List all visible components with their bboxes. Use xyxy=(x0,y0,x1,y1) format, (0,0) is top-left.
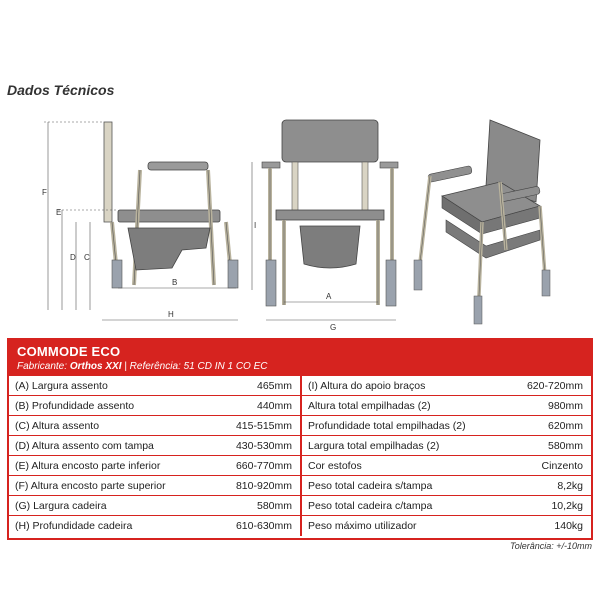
spec-label: Peso total cadeira s/tampa xyxy=(308,480,433,492)
reference-label: Referência: xyxy=(129,361,181,372)
spec-value: 465mm xyxy=(256,380,292,392)
spec-value: 660-770mm xyxy=(235,460,292,472)
dim-letter-g: G xyxy=(330,323,337,332)
dim-letter-f: F xyxy=(42,188,47,197)
dim-letter-c: C xyxy=(84,253,90,262)
spec-value: 140kg xyxy=(554,520,583,532)
meta-separator: | xyxy=(124,361,127,372)
product-meta xyxy=(17,361,583,372)
side-view-drawing xyxy=(42,122,238,320)
spec-value: 580mm xyxy=(256,500,292,512)
spec-label: (F) Altura encosto parte superior xyxy=(15,480,166,492)
reference-code: 51 CD IN 1 CO EC xyxy=(183,361,268,372)
dim-letter-d: D xyxy=(70,253,76,262)
spec-value: 620-720mm xyxy=(526,380,583,392)
product-name: COMMODE ECO xyxy=(17,344,121,359)
spec-value: 620mm xyxy=(547,420,583,432)
table-row xyxy=(9,396,591,416)
spec-value: 8,2kg xyxy=(557,480,583,492)
spec-label: Peso máximo utilizador xyxy=(308,520,417,532)
table-row xyxy=(9,516,591,536)
front-view-drawing xyxy=(252,120,398,332)
table-row xyxy=(9,476,591,496)
manufacturer-name: Orthos XXI xyxy=(69,361,122,372)
spec-value: 610-630mm xyxy=(235,520,292,532)
spec-label: Profundidade total empilhadas (2) xyxy=(308,420,466,432)
dim-letter-b: B xyxy=(172,278,178,287)
dim-letter-e: E xyxy=(56,208,62,217)
spec-header xyxy=(9,340,591,376)
spec-label: (C) Altura assento xyxy=(15,420,100,432)
table-row xyxy=(9,376,591,396)
spec-label: Altura total empilhadas (2) xyxy=(308,400,431,412)
spec-label: (H) Profundidade cadeira xyxy=(15,520,133,532)
spec-label: (B) Profundidade assento xyxy=(15,400,135,412)
spec-value: 10,2kg xyxy=(551,500,583,512)
technical-drawings xyxy=(0,110,600,335)
spec-value: 440mm xyxy=(256,400,292,412)
table-row xyxy=(9,416,591,436)
spec-label: (G) Largura cadeira xyxy=(15,500,107,512)
perspective-view-drawing xyxy=(414,120,550,324)
spec-label: (E) Altura encosto parte inferior xyxy=(15,460,161,472)
spec-value: 580mm xyxy=(547,440,583,452)
spec-value: 810-920mm xyxy=(235,480,292,492)
spec-label: Peso total cadeira c/tampa xyxy=(308,500,433,512)
spec-label: (D) Altura assento com tampa xyxy=(15,440,154,452)
spec-label: (A) Largura assento xyxy=(15,380,108,392)
spec-value: 980mm xyxy=(547,400,583,412)
spec-label: Largura total empilhadas (2) xyxy=(308,440,440,452)
spec-value: Cinzento xyxy=(541,460,583,472)
spec-rows xyxy=(9,376,591,536)
table-row xyxy=(9,496,591,516)
spec-value: 415-515mm xyxy=(235,420,292,432)
spec-value: 430-530mm xyxy=(235,440,292,452)
dim-letter-i: I xyxy=(254,221,257,230)
spec-label: Cor estofos xyxy=(308,460,362,472)
dim-letter-h: H xyxy=(168,310,174,319)
spec-label: (I) Altura do apoio braços xyxy=(308,380,426,392)
dim-letter-a: A xyxy=(326,292,332,301)
tolerance-note: Tolerância: +/-10mm xyxy=(510,541,592,551)
manufacturer-label: Fabricante: xyxy=(17,361,68,372)
spec-table xyxy=(7,338,593,540)
table-row xyxy=(9,436,591,456)
section-title: Dados Técnicos xyxy=(7,82,115,98)
table-row xyxy=(9,456,591,476)
